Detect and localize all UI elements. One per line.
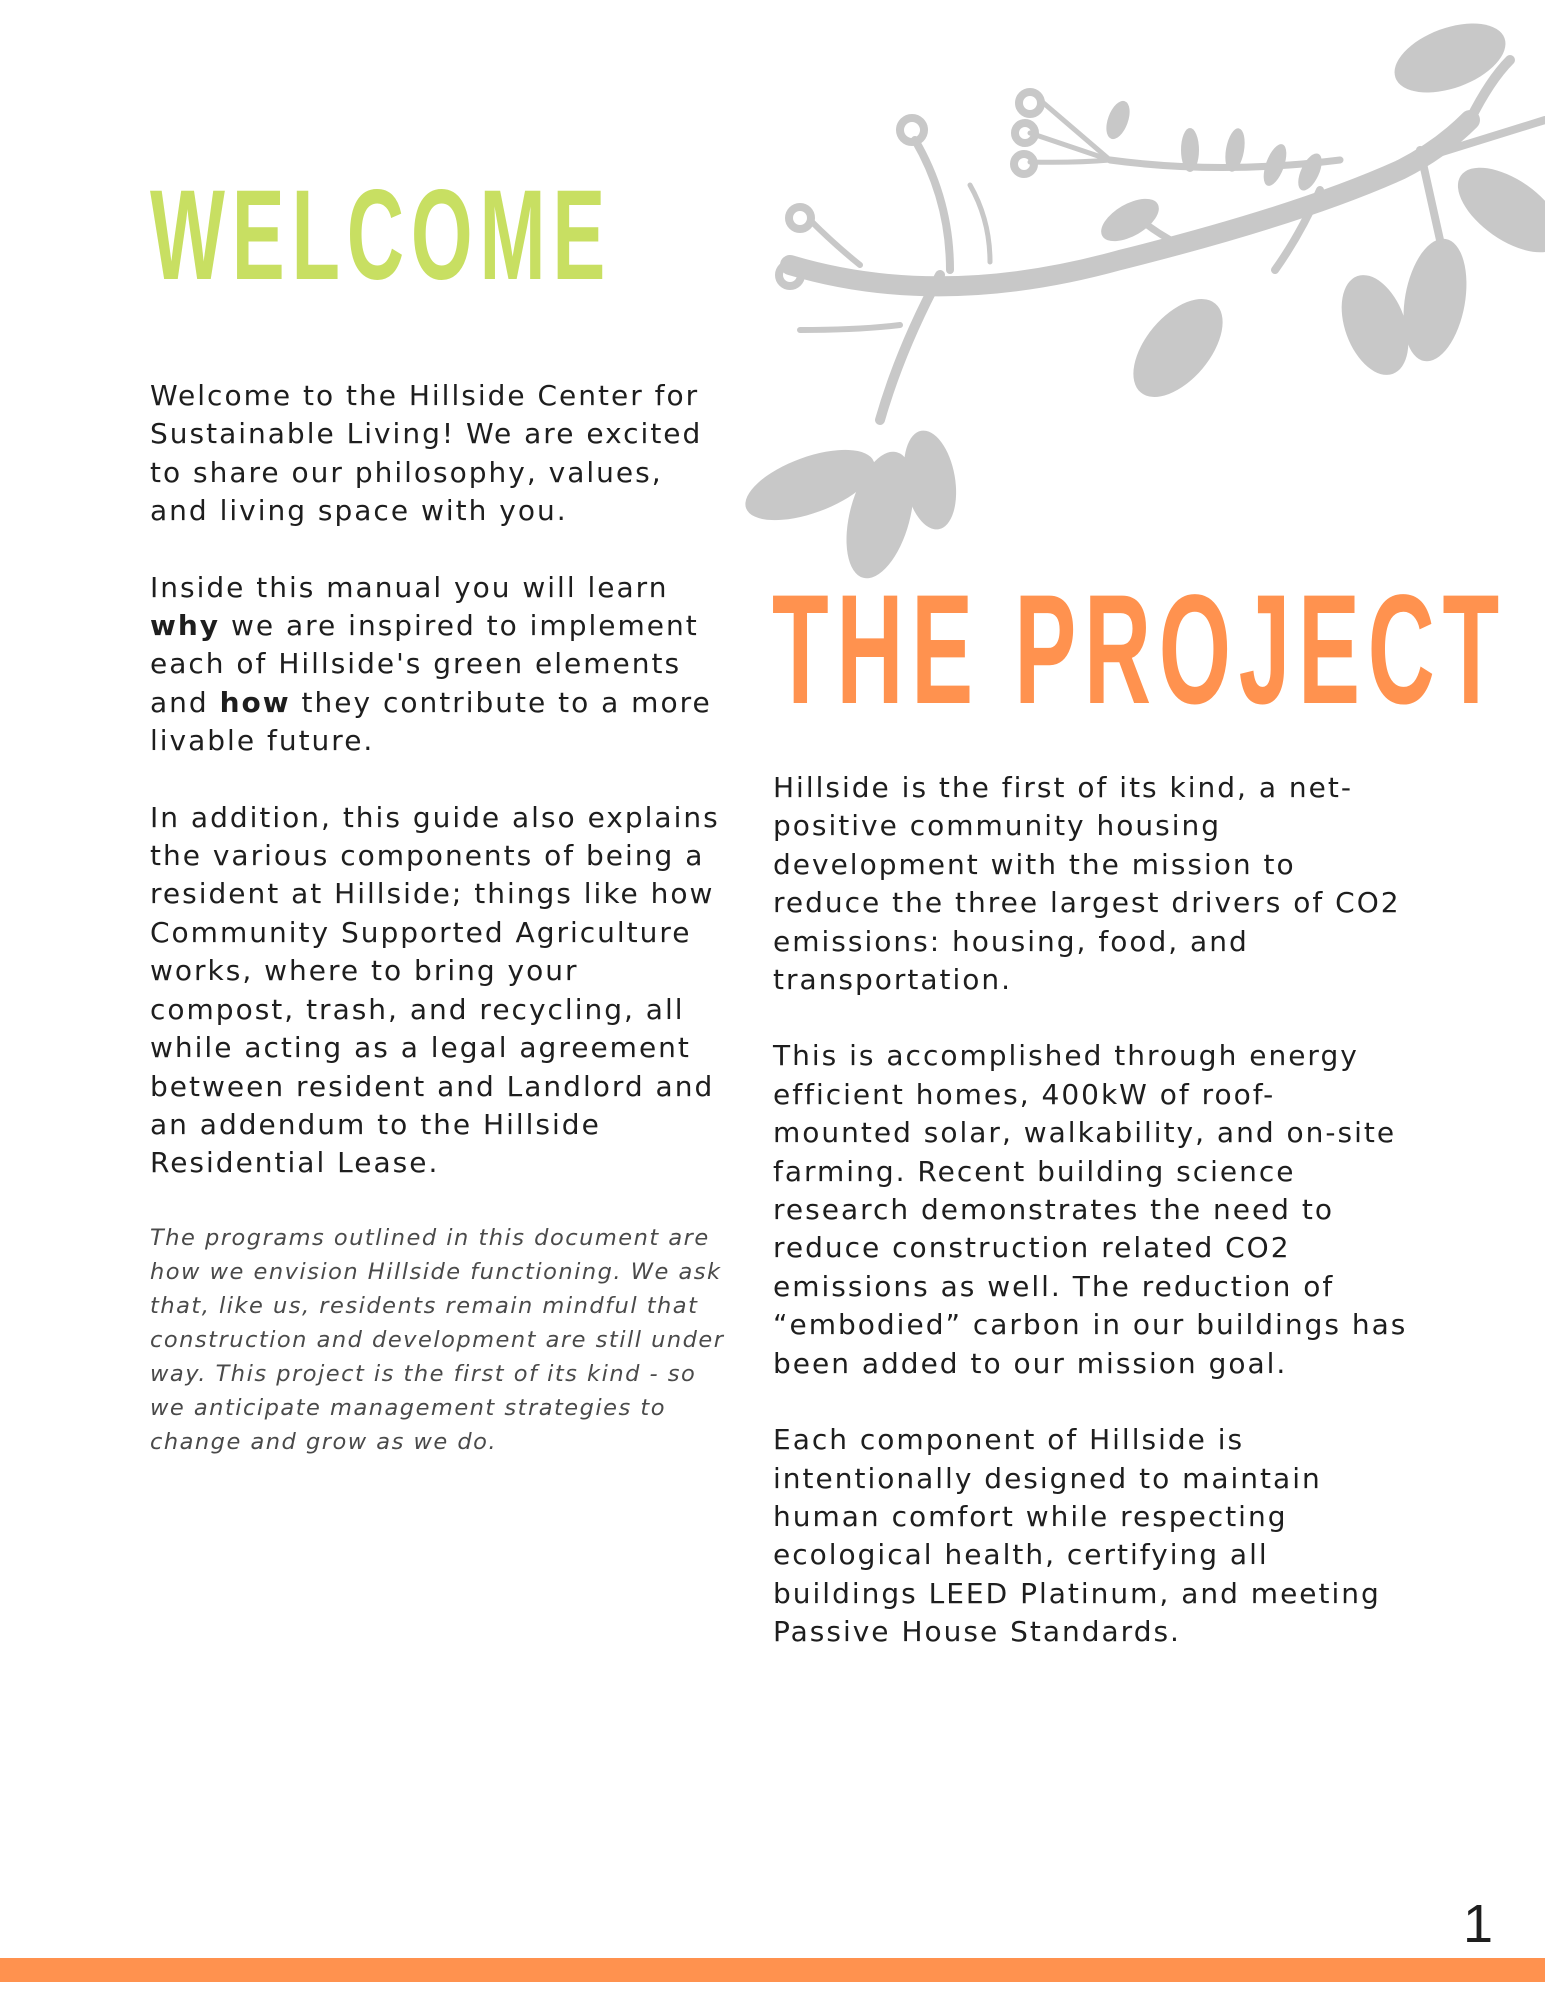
- p2-bold-why: why: [150, 609, 221, 643]
- project-column: [773, 769, 1413, 1690]
- welcome-heading: WELCOME: [150, 164, 613, 307]
- p2-text-3: they contribute to a more livable future.: [150, 685, 712, 758]
- decorative-branch-illustration: [740, 10, 1545, 580]
- welcome-paragraph-1: Welcome to the Hillside Center for Sustainable Living! We are excited to share our philosophy, values, and living space with you.: [150, 379, 703, 528]
- project-paragraph-3: Each component of Hillside is intentionally designed to maintain human comfort while respecting ecological health, certifying all buildings LEED Platinum, and meeting Passive House Standards.: [773, 1423, 1381, 1649]
- project-paragraph-2: This is accomplished through energy efficient homes, 400kW of roof-mounted solar, walkability, and on-site farming. Recent building science research demonstrates the need to reduce construction related CO2 emissions as well. The reduction of “embodied” carbon in our buildings has been added to our mission goal.: [773, 1039, 1408, 1380]
- page-number: 1: [1463, 1894, 1494, 1954]
- welcome-paragraph-2: [150, 569, 725, 761]
- p2-bold-how: how: [219, 685, 291, 719]
- project-paragraph-1: Hillside is the first of its kind, a net-positive community housing development with the mission to reduce the three largest drivers of CO2 emissions: housing, food, and transportation.: [773, 771, 1401, 997]
- p2-text-2: we are inspired to implement each of Hillside's green elements and: [150, 609, 699, 719]
- welcome-italic-note: The programs outlined in this document are how we envision Hillside functioning. We ask that, like us, residents remain mindful that construction and development are still under way. This project is the first of its kind - so we anticipate management strategies to change and grow as we do.: [150, 1224, 725, 1455]
- footer-accent-bar: [0, 1958, 1545, 1982]
- welcome-paragraph-3: In addition, this guide also explains the various components of being a resident at Hillside; things like how Community Supported Agriculture works, where to bring your compost, trash, and recycling, all while acting as a legal agreement between resident and Landlord and an addendum to the Hillside Residential Lease.: [150, 800, 720, 1180]
- welcome-column: [150, 377, 725, 1459]
- project-heading: THE PROJECT: [772, 563, 1507, 737]
- p2-text-1: Inside this manual you will learn: [150, 570, 669, 604]
